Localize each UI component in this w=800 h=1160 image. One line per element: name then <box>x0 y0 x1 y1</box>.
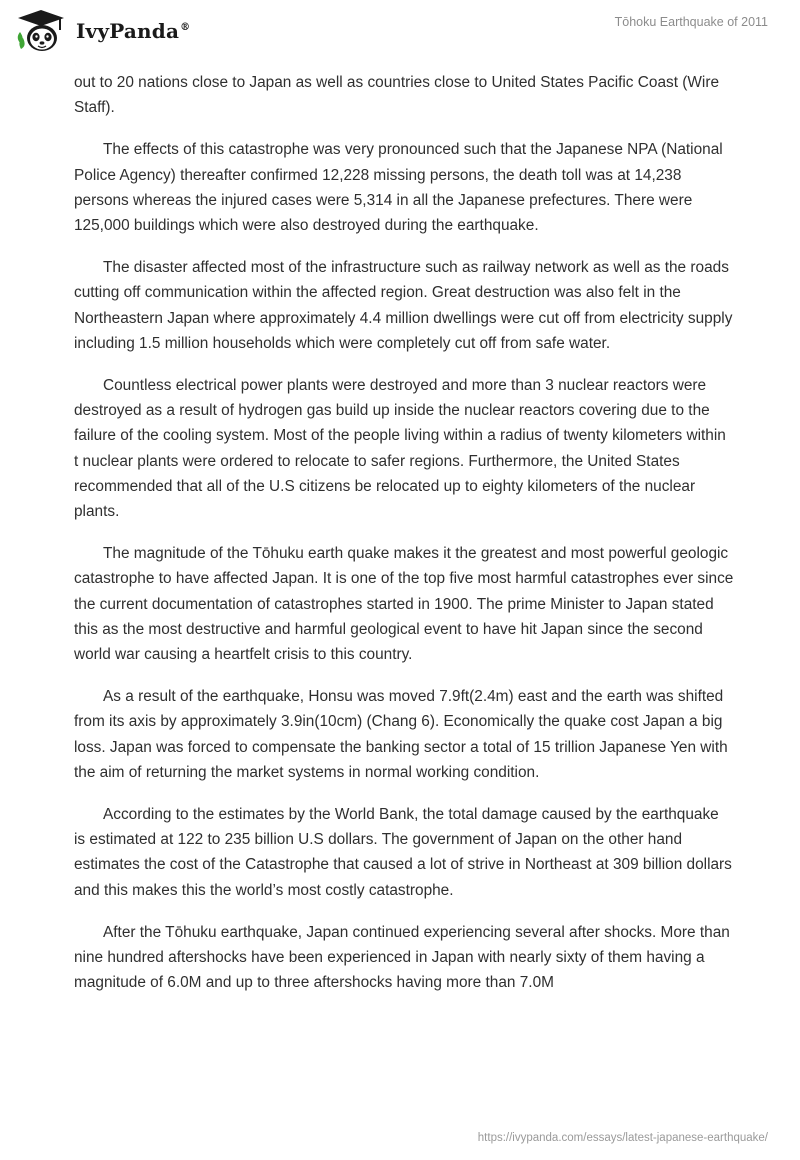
paragraph: out to 20 nations close to Japan as well as countries close to United States Pacific Coast (Wire Staff). <box>74 74 720 117</box>
page-header <box>0 0 800 70</box>
paragraph: The effects of this catastrophe was very pronounced such that the Japanese NPA (National Police Agency) thereafter confirmed 12,228 missing persons, the death toll was at 14,238 persons whereas the injured cases were 5,314 in all the Japanese prefectures. There were 125,000 buildings which were also destroyed during the earthquake. <box>74 141 723 235</box>
paragraph: Countless electrical power plants were destroyed and more than 3 nuclear reactors were destroyed as a result of hydrogen gas build up inside the nuclear reactors covering due to the failure of the cooling system. Most of the people living within a radius of twenty kilometers within t nuclear plants were ordered to relocate to safer regions. Furthermore, the United States recommended that all of the U.S citizens be relocated up to eighty kilometers of the nuclear plants. <box>74 377 726 521</box>
panda-graduation-logo-icon <box>14 8 68 54</box>
paragraph: As a result of the earthquake, Honsu was moved 7.9ft(2.4m) east and the earth was shifted from its axis by approximately 3.9in(10cm) (Chang 6). Economically the quake cost Japan a big loss. Japan was forced to compensate the banking sector a total of 15 trillion Japanese Yen with the aim of returning the market systems in normal working condition. <box>74 688 728 781</box>
brand-name-text: IvyPanda <box>76 19 180 43</box>
brand-name <box>76 19 190 43</box>
ivypanda-logo[interactable] <box>14 8 190 54</box>
paragraph: According to the estimates by the World Bank, the total damage caused by the earthquake is estimated at 122 to 235 billion U.S dollars. The government of Japan on the other hand estimates the cost of the Catastrophe that caused a lot of strive in Northeast at 309 billion dollars and this makes this the world’s most costly catastrophe. <box>74 806 732 899</box>
registered-mark: ® <box>180 22 191 34</box>
source-url[interactable]: https://ivypanda.com/essays/latest-japanese-earthquake/ <box>477 1132 768 1144</box>
document-title: Tōhoku Earthquake of 2011 <box>614 15 768 29</box>
paragraph: The disaster affected most of the infrastructure such as railway network as well as the roads cutting off communication within the affected region. Great destruction was also felt in the Northeastern Japan where approximately 4.4 million dwellings were cut off from electricity supply including 1.5 million households which were completely cut off from safe water. <box>74 259 733 352</box>
paragraph: After the Tōhuku earthquake, Japan continued experiencing several after shocks. More than nine hundred aftershocks have been experienced in Japan with nearly sixty of them having a magnitude of 6.0M and up to three aftershocks having more than 7.0M <box>74 923 730 992</box>
essay-body <box>74 70 734 1013</box>
paragraph: The magnitude of the Tōhuku earth quake makes it the greatest and most powerful geologic catastrophe to have affected Japan. It is one of the top five most harmful catastrophes ever since the current documentation of catastrophes started in 1900. The prime Minister to Japan stated this as the most destructive and harmful geological event to have hit Japan since the second world war causing a heartfelt crisis to this country. <box>74 545 734 664</box>
